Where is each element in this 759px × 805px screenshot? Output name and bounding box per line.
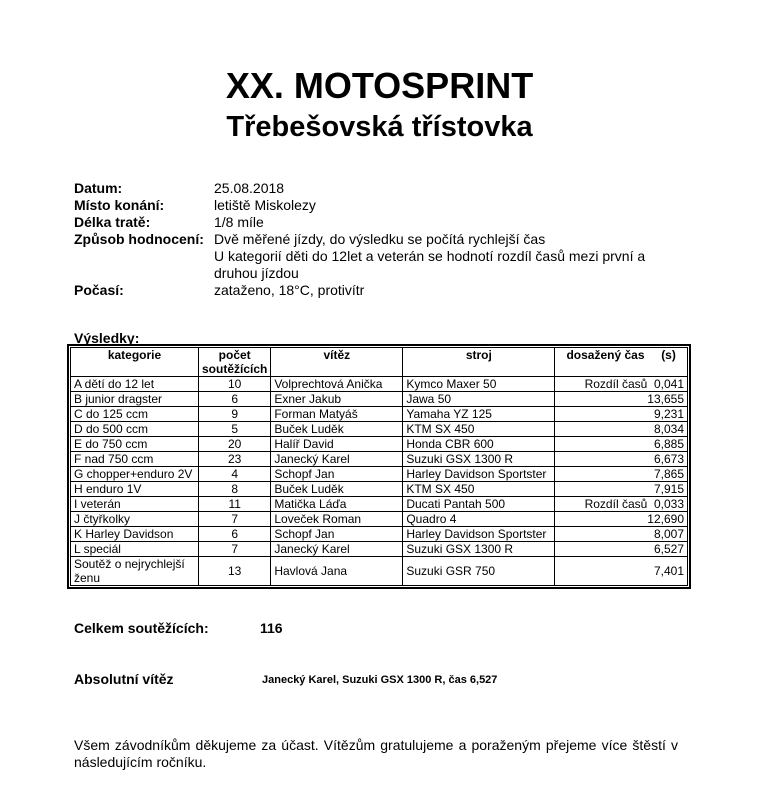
header-cas: [555, 348, 688, 377]
cell-pocet: 13: [199, 557, 271, 586]
cell-kategorie: J čtyřkolky: [71, 512, 199, 527]
info-row: [74, 197, 694, 214]
cell-vitez: Janecký Karel: [271, 542, 403, 557]
absolute-winner-value: Janecký Karel, Suzuki GSX 1300 R, čas 6,527: [262, 674, 498, 686]
info-label: Datum:: [74, 180, 123, 196]
info-row: [74, 231, 694, 248]
cell-pocet: 6: [199, 392, 271, 407]
table-row: [71, 467, 688, 482]
info-value: Dvě měřené jízdy, do výsledku se počítá rychlejší čas: [214, 231, 546, 247]
cell-cas-value: 12,690: [647, 512, 684, 526]
info-row: [74, 214, 694, 231]
info-value: druhou jízdou: [214, 265, 299, 281]
table-row: [71, 422, 688, 437]
info-row: [74, 248, 694, 265]
cell-stroj: Suzuki GSX 1300 R: [403, 452, 555, 467]
cell-pocet: 8: [199, 482, 271, 497]
table-row: [71, 407, 688, 422]
page-subtitle: Třebešovská třístovka: [226, 111, 533, 143]
cell-stroj: Suzuki GSR 750: [403, 557, 555, 586]
results-table: [70, 347, 688, 586]
cell-kategorie: Soutěž o nejrychlejší ženu: [71, 557, 199, 586]
cell-stroj: Suzuki GSX 1300 R: [403, 542, 555, 557]
cell-vitez: Schopf Jan: [271, 467, 403, 482]
cell-vitez: Schopf Jan: [271, 527, 403, 542]
cell-vitez: Matička Láďa: [271, 497, 403, 512]
header-pocet: počet soutěžících: [199, 348, 271, 377]
info-label: [74, 265, 214, 282]
cell-cas: [555, 497, 688, 512]
info-value: 1/8 míle: [214, 214, 264, 230]
cell-vitez: Buček Luděk: [271, 482, 403, 497]
total-label: Celkem soutěžících:: [74, 620, 209, 636]
cell-stroj: Kymco Maxer 50: [403, 377, 555, 392]
cell-vitez: Exner Jakub: [271, 392, 403, 407]
cell-cas: [555, 437, 688, 452]
cell-pocet: 20: [199, 437, 271, 452]
cell-cas-value: 7,915: [653, 482, 684, 496]
cell-cas-note: Rozdíl časů: [584, 377, 648, 391]
cell-cas: [555, 377, 688, 392]
total-value: 116: [260, 620, 283, 636]
cell-kategorie: H enduro 1V: [71, 482, 199, 497]
table-row: [71, 482, 688, 497]
cell-vitez: Volprechtová Anička: [271, 377, 403, 392]
cell-cas: [555, 512, 688, 527]
table-row: [71, 377, 688, 392]
cell-kategorie: E do 750 ccm: [71, 437, 199, 452]
header-cas-unit: (s): [661, 348, 676, 362]
cell-stroj: Yamaha YZ 125: [403, 407, 555, 422]
cell-kategorie: G chopper+enduro 2V: [71, 467, 199, 482]
event-info: [74, 180, 694, 299]
header-vitez: vítěz: [271, 348, 403, 377]
cell-cas: [555, 392, 688, 407]
info-label: Délka tratě:: [74, 214, 151, 230]
thanks-text: Všem závodníkům děkujeme za účast. Vítězům gratulujeme a poraženým přejeme více štěstí v následujícím ročníku.: [74, 737, 678, 770]
cell-vitez: Forman Matyáš: [271, 407, 403, 422]
info-label: Počasí:: [74, 282, 124, 298]
info-row: [74, 180, 694, 197]
cell-kategorie: A dětí do 12 let: [71, 377, 199, 392]
info-row: [74, 265, 694, 282]
cell-kategorie: C do 125 ccm: [71, 407, 199, 422]
cell-cas: [555, 467, 688, 482]
table-row: [71, 542, 688, 557]
cell-vitez: Halíř David: [271, 437, 403, 452]
cell-cas-value: 13,655: [647, 392, 684, 406]
results-heading: Výsledky:: [74, 330, 140, 346]
cell-cas: [555, 557, 688, 586]
cell-vitez: Loveček Roman: [271, 512, 403, 527]
cell-cas-value: 8,007: [653, 527, 684, 541]
cell-pocet: 9: [199, 407, 271, 422]
cell-kategorie: D do 500 ccm: [71, 422, 199, 437]
cell-cas-value: 7,401: [653, 564, 684, 578]
header-cas-label: dosažený čas: [566, 348, 645, 362]
cell-stroj: Quadro 4: [403, 512, 555, 527]
cell-stroj: Jawa 50: [403, 392, 555, 407]
cell-pocet: 7: [199, 512, 271, 527]
info-row: [74, 282, 694, 299]
cell-cas-value: 6,673: [653, 452, 684, 466]
cell-vitez: Havlová Jana: [271, 557, 403, 586]
cell-pocet: 11: [199, 497, 271, 512]
cell-cas-value: 6,885: [653, 437, 684, 451]
cell-cas-value: 0,033: [653, 497, 684, 511]
info-label: [74, 248, 214, 265]
cell-cas-value: 7,865: [653, 467, 684, 481]
cell-kategorie: B junior dragster: [71, 392, 199, 407]
cell-cas-note: Rozdíl časů: [584, 497, 648, 511]
cell-cas: [555, 452, 688, 467]
cell-cas-value: 6,527: [653, 542, 684, 556]
cell-pocet: 5: [199, 422, 271, 437]
cell-stroj: KTM SX 450: [403, 422, 555, 437]
cell-kategorie: K Harley Davidson: [71, 527, 199, 542]
cell-cas: [555, 527, 688, 542]
cell-vitez: Janecký Karel: [271, 452, 403, 467]
cell-cas: [555, 542, 688, 557]
info-label: Způsob hodnocení:: [74, 231, 204, 247]
cell-kategorie: I veterán: [71, 497, 199, 512]
cell-kategorie: F nad 750 ccm: [71, 452, 199, 467]
cell-pocet: 4: [199, 467, 271, 482]
cell-cas-value: 8,034: [653, 422, 684, 436]
table-row: [71, 527, 688, 542]
info-value: letiště Miskolezy: [214, 197, 316, 213]
total-competitors: [74, 620, 283, 636]
cell-pocet: 7: [199, 542, 271, 557]
table-row: [71, 452, 688, 467]
cell-cas-value: 9,231: [653, 407, 684, 421]
cell-cas: [555, 407, 688, 422]
table-row: [71, 497, 688, 512]
cell-pocet: 23: [199, 452, 271, 467]
results-table-frame: [67, 344, 691, 589]
page-title: XX. MOTOSPRINT: [225, 65, 534, 106]
cell-stroj: Honda CBR 600: [403, 437, 555, 452]
table-row: [71, 512, 688, 527]
header-kategorie: kategorie: [71, 348, 199, 377]
cell-cas: [555, 422, 688, 437]
cell-stroj: KTM SX 450: [403, 482, 555, 497]
table-row: [71, 557, 688, 586]
cell-pocet: 10: [199, 377, 271, 392]
info-value: zataženo, 18°C, protivítr: [214, 282, 365, 298]
table-row: [71, 437, 688, 452]
absolute-winner-label: Absolutní vítěz: [74, 671, 174, 687]
cell-pocet: 6: [199, 527, 271, 542]
cell-vitez: Buček Luděk: [271, 422, 403, 437]
cell-cas: [555, 482, 688, 497]
cell-stroj: Harley Davidson Sportster: [403, 527, 555, 542]
cell-cas-value: 0,041: [653, 377, 684, 391]
info-value: U kategorií děti do 12let a veterán se hodnotí rozdíl časů mezi první a: [214, 248, 646, 264]
cell-stroj: Harley Davidson Sportster: [403, 467, 555, 482]
info-value: 25.08.2018: [214, 180, 285, 196]
table-header-row: [71, 348, 688, 377]
header-stroj: stroj: [403, 348, 555, 377]
cell-kategorie: L speciál: [71, 542, 199, 557]
cell-stroj: Ducati Pantah 500: [403, 497, 555, 512]
info-label: Místo konání:: [74, 197, 165, 213]
table-row: [71, 392, 688, 407]
